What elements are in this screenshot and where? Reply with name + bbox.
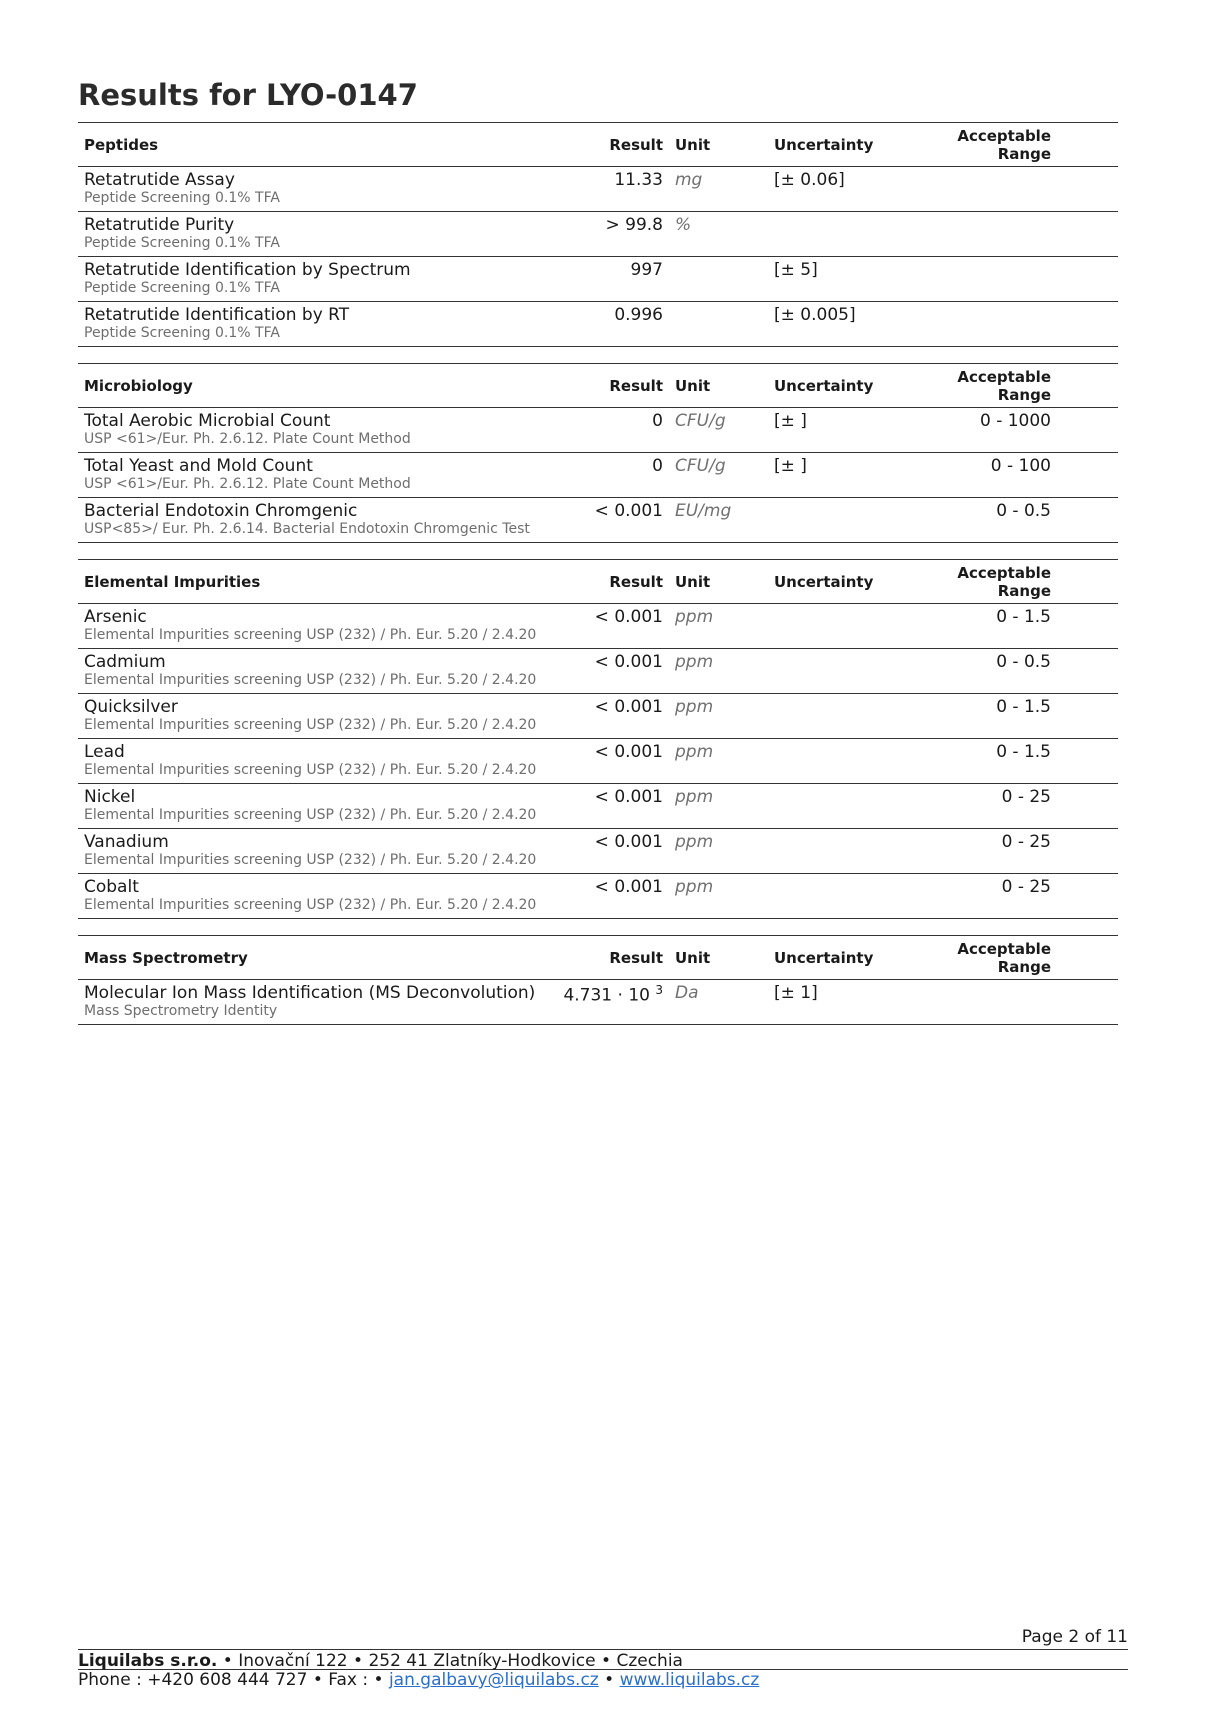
table-row	[78, 649, 1118, 694]
unit-value: mg	[675, 170, 703, 190]
result-cell	[552, 649, 669, 694]
header-unit: Unit	[669, 364, 768, 408]
table-row	[78, 874, 1118, 919]
footer-contact-line	[78, 1670, 759, 1690]
header-spacer	[461, 364, 552, 408]
test-name: Retatrutide Identification by RT	[84, 305, 350, 325]
acceptable-range-value	[930, 302, 1057, 347]
table-row	[78, 408, 1118, 453]
row-spacer	[1057, 980, 1118, 1025]
unit-value: ppm	[675, 787, 714, 807]
table-row	[78, 257, 1118, 302]
results-table	[78, 559, 1118, 919]
row-spacer	[1057, 604, 1118, 649]
result-cell	[552, 257, 669, 302]
acceptable-range-value: 0 - 25	[930, 874, 1057, 919]
acceptable-range-value: 0 - 25	[930, 829, 1057, 874]
unit-value: ppm	[675, 652, 714, 672]
table-header-row	[78, 364, 1118, 408]
test-name: Nickel	[84, 787, 136, 807]
uncertainty-value: [± ]	[768, 408, 930, 453]
results-table	[78, 122, 1118, 347]
test-name: Arsenic	[84, 607, 147, 627]
uncertainty-value	[768, 694, 930, 739]
test-cell	[78, 694, 552, 739]
unit-value: ppm	[675, 877, 714, 897]
acceptable-range-value	[930, 257, 1057, 302]
test-method: Peptide Screening 0.1% TFA	[84, 235, 280, 251]
unit-value: ppm	[675, 607, 714, 627]
unit-cell	[669, 604, 768, 649]
result-value: < 0.001	[594, 742, 663, 762]
unit-value: EU/mg	[675, 501, 732, 521]
result-cell	[552, 453, 669, 498]
unit-cell	[669, 829, 768, 874]
footer-address-line	[78, 1652, 1128, 1671]
unit-cell	[669, 167, 768, 212]
row-spacer	[1057, 874, 1118, 919]
row-spacer	[1057, 649, 1118, 694]
result-cell	[552, 167, 669, 212]
acceptable-range-value: 0 - 1000	[930, 408, 1057, 453]
test-name: Molecular Ion Mass Identification (MS Deconvolution)	[84, 983, 536, 1003]
test-cell	[78, 649, 552, 694]
test-cell	[78, 408, 552, 453]
uncertainty-value	[768, 874, 930, 919]
header-acceptable-range: Acceptable Range	[930, 560, 1057, 604]
acceptable-range-value	[930, 212, 1057, 257]
uncertainty-value	[768, 498, 930, 543]
test-method: Peptide Screening 0.1% TFA	[84, 190, 280, 206]
acceptable-range-value: 0 - 1.5	[930, 604, 1057, 649]
header-spacer	[1057, 364, 1118, 408]
header-unit: Unit	[669, 936, 768, 980]
footer-separator: •	[598, 1670, 620, 1690]
result-value: < 0.001	[594, 697, 663, 717]
table-row	[78, 212, 1118, 257]
header-unit: Unit	[669, 123, 768, 167]
page-title: Results for LYO-0147	[78, 78, 418, 112]
test-name: Quicksilver	[84, 697, 178, 717]
header-spacer	[461, 123, 552, 167]
test-method: Mass Spectrometry Identity	[84, 1003, 278, 1019]
test-name: Bacterial Endotoxin Chromgenic	[84, 501, 358, 521]
unit-cell	[669, 649, 768, 694]
uncertainty-value	[768, 649, 930, 694]
footer	[78, 1649, 1128, 1690]
unit-cell	[669, 739, 768, 784]
section-heading: Mass Spectrometry	[78, 936, 461, 980]
test-cell	[78, 453, 552, 498]
acceptable-range-value	[930, 167, 1057, 212]
test-method: USP <61>/Eur. Ph. 2.6.12. Plate Count Method	[84, 476, 411, 492]
row-spacer	[1057, 453, 1118, 498]
test-cell	[78, 498, 552, 543]
result-value: 0	[652, 411, 663, 431]
unit-value: ppm	[675, 832, 714, 852]
result-cell	[552, 408, 669, 453]
result-exponent: 3	[655, 983, 663, 997]
test-cell	[78, 257, 552, 302]
header-result: Result	[552, 936, 669, 980]
result-value: 4.731 · 10	[563, 985, 650, 1006]
unit-cell	[669, 453, 768, 498]
uncertainty-value: [± 1]	[768, 980, 930, 1025]
header-spacer	[461, 560, 552, 604]
uncertainty-value	[768, 829, 930, 874]
test-cell	[78, 784, 552, 829]
result-cell	[552, 212, 669, 257]
row-spacer	[1057, 498, 1118, 543]
results-sections	[78, 122, 1070, 1041]
unit-cell	[669, 408, 768, 453]
uncertainty-value: [± 5]	[768, 257, 930, 302]
unit-value: CFU/g	[675, 456, 726, 476]
test-method: Elemental Impurities screening USP (232) / Ph. Eur. 5.20 / 2.4.20	[84, 897, 537, 913]
results-table	[78, 935, 1118, 1025]
header-acceptable-range: Acceptable Range	[930, 364, 1057, 408]
test-name: Total Yeast and Mold Count	[84, 456, 313, 476]
row-spacer	[1057, 212, 1118, 257]
row-spacer	[1057, 784, 1118, 829]
unit-cell	[669, 302, 768, 347]
uncertainty-value: [± 0.06]	[768, 167, 930, 212]
row-spacer	[1057, 829, 1118, 874]
result-value: 0.996	[614, 305, 663, 325]
test-method: Peptide Screening 0.1% TFA	[84, 325, 280, 341]
uncertainty-value: [± ]	[768, 453, 930, 498]
uncertainty-value	[768, 604, 930, 649]
results-table	[78, 363, 1118, 543]
table-row	[78, 694, 1118, 739]
test-cell	[78, 212, 552, 257]
table-row	[78, 739, 1118, 784]
test-method: USP <61>/Eur. Ph. 2.6.12. Plate Count Method	[84, 431, 411, 447]
test-method: Elemental Impurities screening USP (232) / Ph. Eur. 5.20 / 2.4.20	[84, 627, 537, 643]
table-row	[78, 167, 1118, 212]
test-cell	[78, 829, 552, 874]
test-method: Elemental Impurities screening USP (232) / Ph. Eur. 5.20 / 2.4.20	[84, 852, 537, 868]
footer-company: Liquilabs s.r.o.	[78, 1651, 218, 1671]
test-name: Lead	[84, 742, 125, 762]
unit-value: %	[675, 215, 692, 235]
result-value: < 0.001	[594, 832, 663, 852]
result-cell	[552, 604, 669, 649]
header-result: Result	[552, 123, 669, 167]
test-cell	[78, 167, 552, 212]
section-heading: Elemental Impurities	[78, 560, 461, 604]
unit-cell	[669, 498, 768, 543]
result-cell	[552, 498, 669, 543]
result-value: 997	[630, 260, 663, 280]
result-value: < 0.001	[594, 501, 663, 521]
header-acceptable-range: Acceptable Range	[930, 123, 1057, 167]
header-uncertainty: Uncertainty	[768, 936, 930, 980]
table-row	[78, 302, 1118, 347]
test-method: Elemental Impurities screening USP (232) / Ph. Eur. 5.20 / 2.4.20	[84, 807, 537, 823]
acceptable-range-value: 0 - 0.5	[930, 649, 1057, 694]
test-cell	[78, 874, 552, 919]
test-cell	[78, 302, 552, 347]
acceptable-range-value: 0 - 25	[930, 784, 1057, 829]
acceptable-range-value: 0 - 1.5	[930, 694, 1057, 739]
uncertainty-value	[768, 784, 930, 829]
unit-value: Da	[675, 983, 699, 1003]
table-row	[78, 498, 1118, 543]
uncertainty-value	[768, 212, 930, 257]
test-name: Cadmium	[84, 652, 166, 672]
table-row	[78, 829, 1118, 874]
test-method: Peptide Screening 0.1% TFA	[84, 280, 280, 296]
test-name: Vanadium	[84, 832, 169, 852]
result-value: 0	[652, 456, 663, 476]
test-cell	[78, 739, 552, 784]
unit-cell	[669, 980, 768, 1025]
row-spacer	[1057, 694, 1118, 739]
test-method: USP<85>/ Eur. Ph. 2.6.14. Bacterial Endotoxin Chromgenic Test	[84, 521, 530, 537]
row-spacer	[1057, 739, 1118, 784]
row-spacer	[1057, 302, 1118, 347]
result-value: < 0.001	[594, 652, 663, 672]
test-name: Retatrutide Identification by Spectrum	[84, 260, 411, 280]
acceptable-range-value	[930, 980, 1057, 1025]
test-method: Elemental Impurities screening USP (232) / Ph. Eur. 5.20 / 2.4.20	[84, 672, 537, 688]
row-spacer	[1057, 257, 1118, 302]
result-cell	[552, 784, 669, 829]
acceptable-range-value: 0 - 0.5	[930, 498, 1057, 543]
row-spacer	[1057, 408, 1118, 453]
unit-cell	[669, 784, 768, 829]
header-uncertainty: Uncertainty	[768, 560, 930, 604]
row-spacer	[1057, 167, 1118, 212]
unit-cell	[669, 257, 768, 302]
test-name: Retatrutide Assay	[84, 170, 235, 190]
result-cell	[552, 980, 669, 1025]
result-cell	[552, 829, 669, 874]
result-cell	[552, 739, 669, 784]
table-header-row	[78, 936, 1118, 980]
table-header-row	[78, 123, 1118, 167]
unit-value: CFU/g	[675, 411, 726, 431]
result-value: 11.33	[614, 170, 663, 190]
header-acceptable-range: Acceptable Range	[930, 936, 1057, 980]
test-name: Total Aerobic Microbial Count	[84, 411, 331, 431]
header-spacer	[1057, 936, 1118, 980]
unit-value: ppm	[675, 697, 714, 717]
page-number: Page 2 of 11	[1021, 1627, 1128, 1647]
result-cell	[552, 302, 669, 347]
footer-phone: Phone : +420 608 444 727 • Fax : •	[78, 1670, 389, 1690]
test-name: Cobalt	[84, 877, 139, 897]
acceptable-range-value: 0 - 1.5	[930, 739, 1057, 784]
uncertainty-value: [± 0.005]	[768, 302, 930, 347]
footer-email-link[interactable]: jan.galbavy@liquilabs.cz	[388, 1670, 599, 1690]
footer-website-link[interactable]: www.liquilabs.cz	[619, 1670, 760, 1690]
result-value: < 0.001	[594, 787, 663, 807]
unit-value: ppm	[675, 742, 714, 762]
header-spacer	[1057, 123, 1118, 167]
table-header-row	[78, 560, 1118, 604]
test-cell	[78, 980, 552, 1025]
table-row	[78, 453, 1118, 498]
header-unit: Unit	[669, 560, 768, 604]
header-result: Result	[552, 560, 669, 604]
table-row	[78, 784, 1118, 829]
test-method: Elemental Impurities screening USP (232) / Ph. Eur. 5.20 / 2.4.20	[84, 717, 537, 733]
test-method: Elemental Impurities screening USP (232) / Ph. Eur. 5.20 / 2.4.20	[84, 762, 537, 778]
result-cell	[552, 874, 669, 919]
header-spacer	[461, 936, 552, 980]
result-value: > 99.8	[605, 215, 663, 235]
result-value: < 0.001	[594, 877, 663, 897]
header-uncertainty: Uncertainty	[768, 364, 930, 408]
test-name: Retatrutide Purity	[84, 215, 235, 235]
table-row	[78, 980, 1118, 1025]
uncertainty-value	[768, 739, 930, 784]
section-heading: Peptides	[78, 123, 461, 167]
header-spacer	[1057, 560, 1118, 604]
test-cell	[78, 604, 552, 649]
header-result: Result	[552, 364, 669, 408]
unit-cell	[669, 212, 768, 257]
header-uncertainty: Uncertainty	[768, 123, 930, 167]
table-row	[78, 604, 1118, 649]
result-cell	[552, 694, 669, 739]
acceptable-range-value: 0 - 100	[930, 453, 1057, 498]
unit-cell	[669, 874, 768, 919]
section-heading: Microbiology	[78, 364, 461, 408]
unit-cell	[669, 694, 768, 739]
result-value: < 0.001	[594, 607, 663, 627]
footer-address: • Inovační 122 • 252 41 Zlatníky-Hodkovice • Czechia	[217, 1651, 683, 1671]
